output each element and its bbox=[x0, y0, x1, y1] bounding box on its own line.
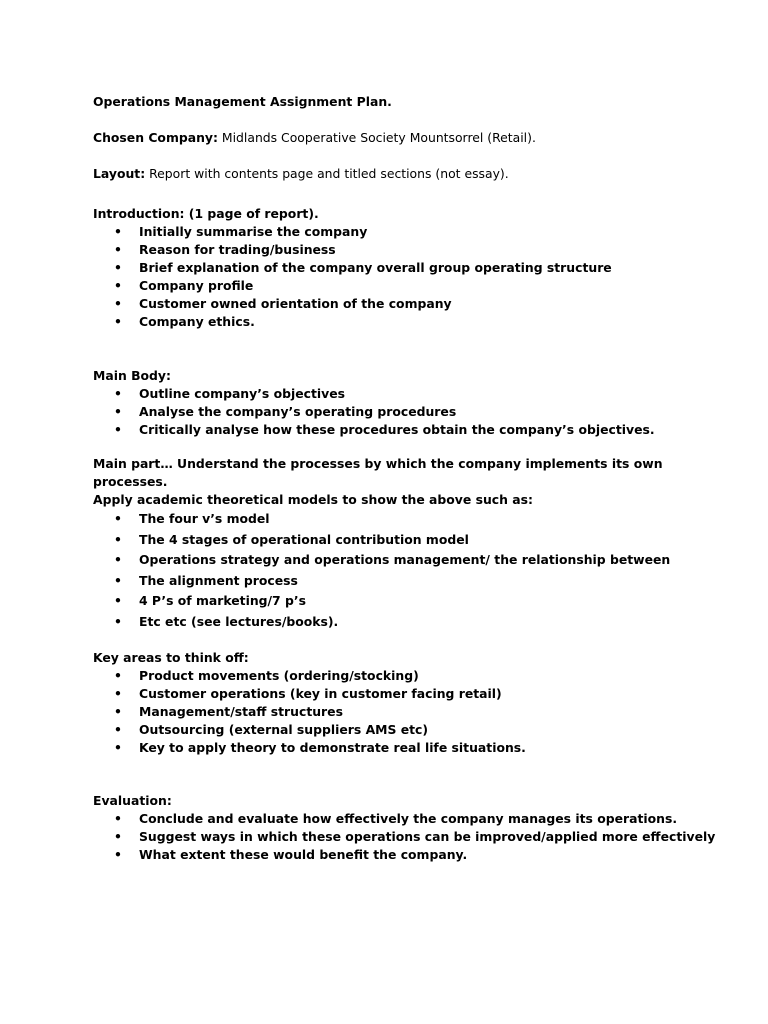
main-body-list bbox=[93, 385, 733, 439]
bullet-icon: • bbox=[114, 278, 122, 293]
bullet-icon: • bbox=[114, 667, 122, 683]
list-item bbox=[93, 530, 733, 551]
main-part-line-2: Apply academic theoretical models to show the above such as: bbox=[93, 492, 533, 507]
layout-value: Report with contents page and titled sections (not essay). bbox=[149, 166, 509, 181]
list-item bbox=[93, 313, 733, 331]
list-item-text: Operations strategy and operations management/ the relationship between bbox=[139, 552, 671, 568]
layout-label: Layout: bbox=[93, 166, 146, 181]
bullet-icon: • bbox=[114, 739, 122, 755]
document-title: Operations Management Assignment Plan. bbox=[93, 94, 392, 109]
list-item bbox=[93, 571, 733, 592]
list-item-text: Key to apply theory to demonstrate real life situations. bbox=[139, 739, 526, 755]
list-item-text: Management/staff structures bbox=[139, 703, 343, 719]
list-item-text: Conclude and evaluate how effectively the company manages its operations. bbox=[139, 810, 678, 826]
evaluation-heading: Evaluation: bbox=[93, 792, 172, 808]
main-part-line-1: Main part… Understand the processes by which the company implements its own processes. bbox=[93, 456, 663, 489]
list-item bbox=[93, 667, 733, 685]
bullet-icon: • bbox=[114, 552, 122, 568]
bullet-icon: • bbox=[114, 242, 122, 257]
list-item bbox=[93, 421, 733, 439]
layout-line bbox=[93, 165, 733, 183]
bullet-icon: • bbox=[114, 828, 122, 844]
main-body-heading: Main Body: bbox=[93, 368, 171, 383]
list-item bbox=[93, 509, 733, 530]
list-item-text: What extent these would benefit the company. bbox=[139, 846, 468, 862]
list-item-text: 4 P’s of marketing/7 p’s bbox=[139, 593, 306, 609]
bullet-icon: • bbox=[114, 296, 122, 311]
list-item bbox=[93, 721, 733, 739]
bullet-icon: • bbox=[114, 685, 122, 701]
list-item bbox=[93, 591, 733, 612]
list-item-text: Brief explanation of the company overall group operating structure bbox=[139, 260, 612, 275]
list-item bbox=[93, 703, 733, 721]
document-body bbox=[93, 93, 733, 864]
list-item bbox=[93, 810, 733, 828]
list-item-text: Analyse the company’s operating procedures bbox=[139, 404, 457, 419]
list-item-text: Etc etc (see lectures/books). bbox=[139, 613, 339, 629]
list-item bbox=[93, 295, 733, 313]
bullet-icon: • bbox=[114, 810, 122, 826]
bullet-icon: • bbox=[114, 386, 122, 401]
chosen-company-label: Chosen Company: bbox=[93, 130, 218, 145]
list-item-text: Customer owned orientation of the company bbox=[139, 296, 452, 311]
bullet-icon: • bbox=[114, 703, 122, 719]
bullet-icon: • bbox=[114, 422, 122, 437]
list-item bbox=[93, 550, 733, 571]
introduction-list bbox=[93, 223, 733, 331]
list-item-text: Company profile bbox=[139, 278, 254, 293]
bullet-icon: • bbox=[114, 531, 122, 547]
list-item-text: Reason for trading/business bbox=[139, 242, 336, 257]
bullet-icon: • bbox=[114, 314, 122, 329]
bullet-icon: • bbox=[114, 404, 122, 419]
list-item bbox=[93, 385, 733, 403]
list-item bbox=[93, 259, 733, 277]
list-item-text: The alignment process bbox=[139, 572, 298, 588]
list-item-text: Critically analyse how these procedures obtain the company’s objectives. bbox=[139, 422, 655, 437]
list-item-text: Outsourcing (external suppliers AMS etc) bbox=[139, 721, 429, 737]
list-item-text: Customer operations (key in customer facing retail) bbox=[139, 685, 502, 701]
bullet-icon: • bbox=[114, 613, 122, 629]
bullet-icon: • bbox=[114, 846, 122, 862]
list-item bbox=[93, 612, 733, 633]
evaluation-list bbox=[93, 810, 733, 864]
list-item bbox=[93, 846, 733, 864]
key-areas-list bbox=[93, 667, 733, 757]
list-item bbox=[93, 277, 733, 295]
chosen-company-line bbox=[93, 129, 733, 147]
list-item-text: Outline company’s objectives bbox=[139, 386, 346, 401]
bullet-icon: • bbox=[114, 260, 122, 275]
list-item bbox=[93, 403, 733, 421]
list-item-text: Suggest ways in which these operations can be improved/applied more effectively bbox=[139, 828, 716, 844]
introduction-heading: Introduction: (1 page of report). bbox=[93, 206, 319, 221]
list-item-text: Product movements (ordering/stocking) bbox=[139, 667, 419, 683]
bullet-icon: • bbox=[114, 224, 122, 239]
list-item bbox=[93, 223, 733, 241]
bullet-icon: • bbox=[114, 572, 122, 588]
key-areas-heading: Key areas to think off: bbox=[93, 649, 249, 665]
list-item bbox=[93, 828, 733, 846]
list-item-text: The 4 stages of operational contribution model bbox=[139, 531, 469, 547]
list-item bbox=[93, 241, 733, 259]
bullet-icon: • bbox=[114, 511, 122, 526]
bullet-icon: • bbox=[114, 721, 122, 737]
bullet-icon: • bbox=[114, 593, 122, 609]
list-item bbox=[93, 685, 733, 703]
list-item bbox=[93, 739, 733, 757]
list-item-text: Company ethics. bbox=[139, 314, 255, 329]
list-item-text: Initially summarise the company bbox=[139, 224, 368, 239]
list-item-text: The four v’s model bbox=[139, 511, 270, 526]
chosen-company-value: Midlands Cooperative Society Mountsorrel (Retail). bbox=[221, 130, 536, 145]
main-part-list bbox=[93, 509, 733, 633]
